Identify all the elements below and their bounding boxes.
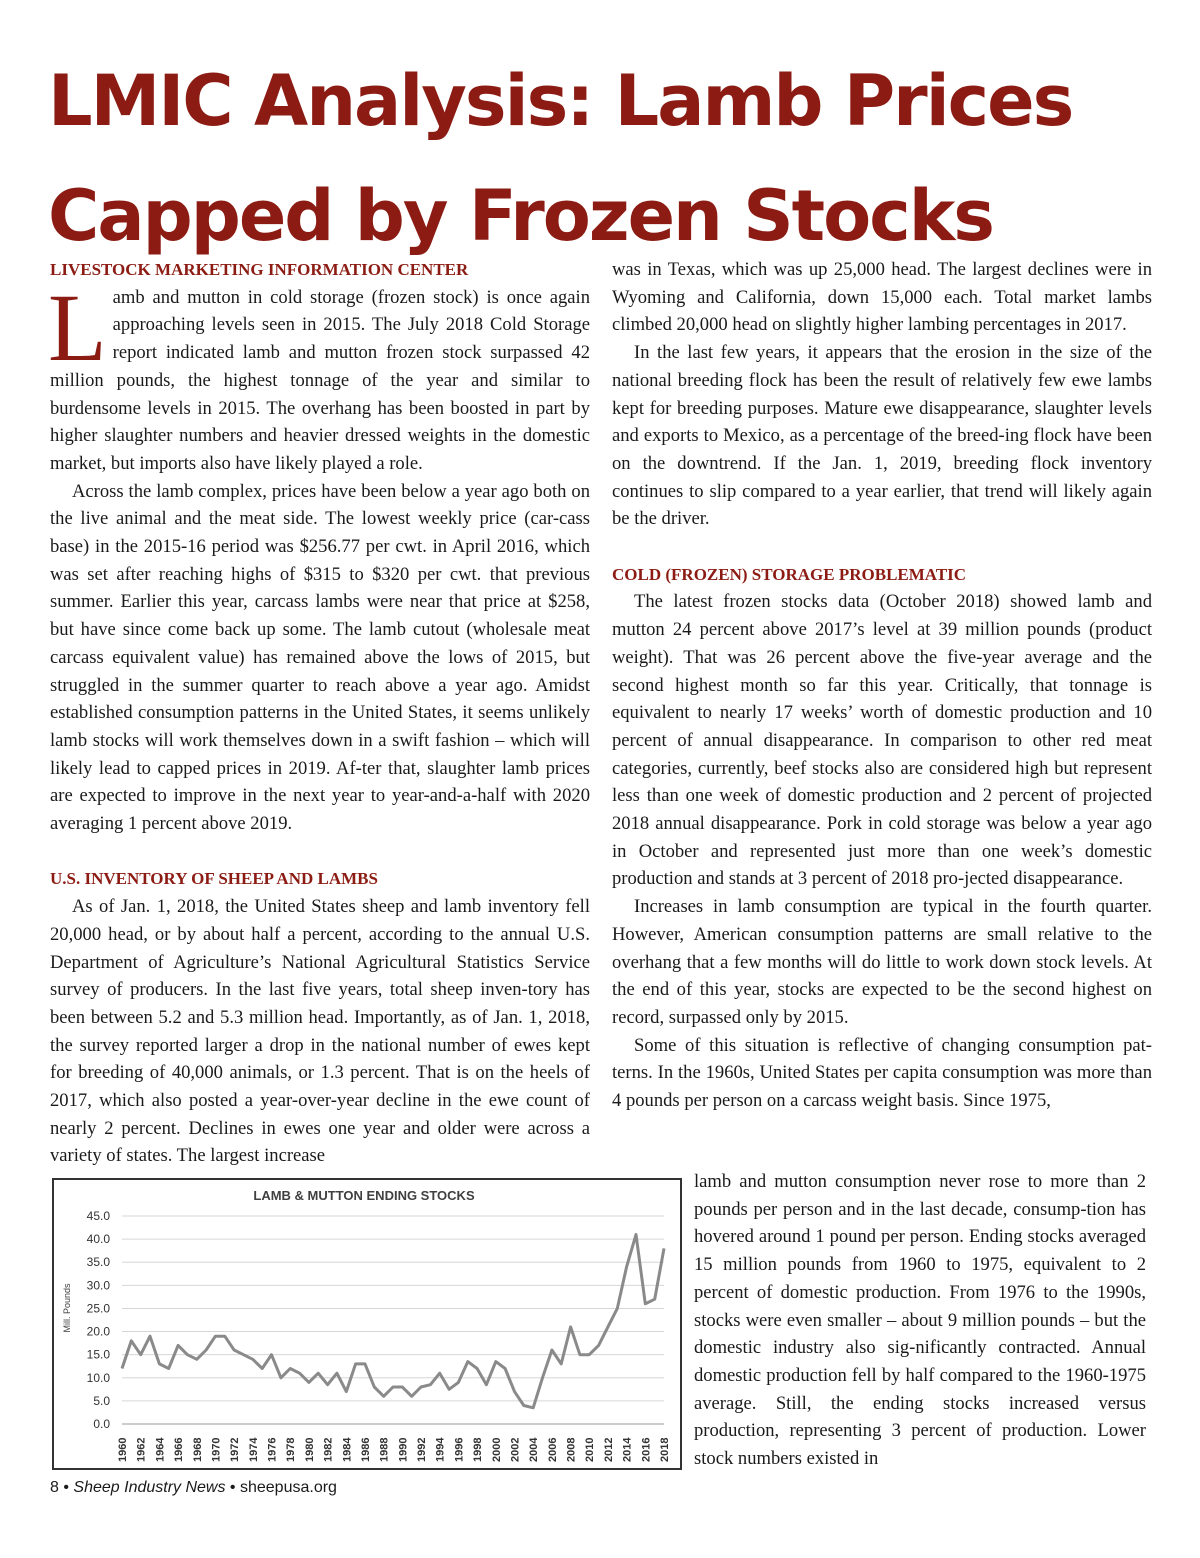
paragraph-patterns: Some of this situation is reflective of changing consumption pat-terns. In the 1960s, United States per capita consumption was more than 4 pounds per person on a carcass weight basis. Since 1975, [612,1034,1152,1112]
chart-x-tick-label: 1990 [397,1437,410,1462]
chart-y-tick-label: 25.0 [86,1301,110,1316]
drop-cap: L [48,273,107,381]
footer-separator: • [58,1479,74,1496]
title-line-1: LMIC Analysis: Lamb Prices [48,60,1073,142]
chart-x-tick-label: 1988 [378,1437,391,1462]
paragraph-breeding-flock: In the last few years, it appears that the erosion in the size of the national breeding flock has been the result of relatively few ewe lambs kept for breeding purposes. Mature ewe disappearance, slaughter levels and exports to Mexico, as a percentage of the breed-ing flock have been on the downtrend. If the Jan. 1, 2019, breeding flock inventory continues to slip compared to a year earlier, that trend will likely again be the driver. [612,342,1152,530]
title-line-2: Capped by Frozen Stocks [48,175,993,257]
paragraph-consumption: Increases in lamb consumption are typical in the fourth quarter. However, American consumption patterns are small relative to the overhang that a few months will do little to work down stock levels. At the end of this year, stocks are expected to be the second highest on record, surpassed only by 2015. [612,896,1152,1028]
page-footer [50,1479,337,1497]
chart-x-tick-label: 1970 [210,1437,223,1462]
chart-x-tick-label: 1980 [303,1437,316,1462]
section-heading-cold-storage: COLD (FROZEN) STORAGE PROBLEMATIC [612,564,967,584]
chart-x-tick-label: 2010 [584,1437,597,1462]
chart-x-ticks [117,1437,671,1462]
chart-x-tick-label: 1974 [247,1437,260,1462]
magazine-name: Sheep Industry News [73,1479,226,1496]
ending-stocks-line [122,1235,664,1408]
paragraph-frozen-stocks: The latest frozen stocks data (October 2018) showed lamb and mutton 24 percent above 2017’s level at 39 million pounds (product weight). That was 26 percent above the five-year average and the second highest month so far this year. Critically, that tonnage is equivalent to nearly 17 weeks’ worth of domestic production and 10 percent of annual disappearance. In comparison to other red meat categories, currently, beef stocks also are considered high but represent less than one week of domestic production and 2 percent of projected 2018 annual disappearance. Pork in cold storage was below a year ago in October and represented just more than one week’s domestic production and stands at 3 percent of 2018 pro-jected disappearance. [612,591,1152,890]
chart-x-tick-label: 1966 [173,1437,186,1462]
chart-x-tick-label: 1962 [135,1437,148,1462]
chart-y-tick-label: 30.0 [86,1278,110,1293]
paragraph-prices: Across the lamb complex, prices have been below a year ago both on the live animal and the meat side. The lowest weekly price (car-cass base) in the 2015-16 period was $256.77 per cwt. in April 2016, which was set after reaching highs of $315 to $320 per cwt. that previous summer. Earlier this year, carcass lambs were near that price at $258, but have since come back up some. The lamb cutout (wholesale meat carcass equivalent value) has remained above the lows of 2015, but struggled in the summer quarter to reach above a year ago. Amidst established consumption patterns in the United States, it seems unlikely lamb stocks will work themselves down in a swift fashion – which will likely lead to capped prices in 2019. Af-ter that, slaughter lamb prices are expected to improve in the next year to year-and-a-half with 2020 averaging 1 percent above 2019. [50,480,590,835]
chart-gridlines [122,1216,664,1424]
chart-x-tick-label: 2016 [640,1437,653,1462]
chart-x-tick-label: 2000 [490,1437,503,1462]
chart-x-tick-label: 1996 [453,1437,466,1462]
chart-svg [54,1180,680,1468]
paragraph-intro [48,273,590,478]
chart-x-tick-label: 2002 [509,1437,522,1462]
chart-x-tick-label: 2014 [621,1437,634,1462]
section-heading-inventory: U.S. INVENTORY OF SHEEP AND LAMBS [50,869,378,889]
chart-y-tick-label: 5.0 [93,1393,110,1408]
chart-series [122,1235,664,1408]
chart-y-tick-label: 20.0 [86,1324,110,1339]
chart-x-tick-label: 2006 [546,1437,559,1462]
chart-x-tick-label: 2018 [659,1437,671,1462]
chart-y-tick-label: 45.0 [86,1209,110,1223]
chart-y-tick-label: 35.0 [86,1255,110,1270]
chart-y-ticks [87,1209,111,1431]
chart-x-tick-label: 1998 [472,1437,485,1462]
chart-x-tick-label: 1968 [191,1437,204,1462]
paragraph-intro-text: amb and mutton in cold storage (frozen stock) is once again approaching levels seen in 2015. The July 2018 Cold Storage report indicated lamb and mutton frozen stock surpassed 42 million pounds, the highest tonnage of the year and similar to burdensome levels in 2015. The overhang has been boosted in part by higher slaughter numbers and heavier dressed weights in the domestic market, but imports also have likely played a role. [50,286,590,474]
right-column [612,256,1152,1115]
chart-y-tick-label: 10.0 [86,1370,110,1385]
chart-x-tick-label: 1984 [341,1437,354,1462]
footer-separator: • [225,1479,240,1496]
page-title [48,44,1168,274]
chart-x-tick-label: 1976 [266,1437,279,1462]
chart-x-tick-label: 1972 [229,1437,242,1462]
chart-y-tick-label: 0.0 [93,1417,110,1431]
chart-x-tick-label: 1964 [154,1437,167,1462]
chart-x-tick-label: 1960 [117,1437,129,1462]
footer-website: sheepusa.org [239,1479,337,1496]
paragraph-inventory: As of Jan. 1, 2018, the United States sheep and lamb inventory fell 20,000 head, or by about half a percent, according to the annual U.S. Department of Agriculture’s National Agricultural Statistics Service survey of producers. In the last five years, total sheep inven-tory has been between 5.2 and 5.3 million head. Importantly, as of Jan. 1, 2018, the survey reported larger a drop in the national number of ewes kept for breeding of 40,000 animals, or 1.3 percent. That is on the heels of 2017, which also posted a year-over-year decline in the ewe count of nearly 2 percent. Declines in ewes one year and older were across a variety of states. The largest increase [50,896,590,1167]
chart-y-tick-label: 15.0 [86,1347,110,1362]
paragraph-texas: was in Texas, which was up 25,000 head. The largest declines were in Wyoming and California, down 15,000 each. Total market lambs climbed 20,000 head on slightly higher lambing percentages in 2017. [612,259,1152,336]
chart-x-tick-label: 1992 [416,1437,429,1462]
chart-x-tick-label: 1978 [285,1437,298,1462]
ending-stocks-chart [52,1178,682,1470]
chart-y-axis-label: Mill. Pounds [62,1283,72,1333]
chart-x-tick-label: 1986 [359,1437,372,1462]
chart-y-tick-label: 40.0 [86,1232,110,1247]
paragraph-patterns-continued: lamb and mutton consumption never rose to more than 2 pounds per person and in the last decade, consump-tion has hovered around 1 pound per person. Ending stocks averaged 15 million pounds from 1960 to 1975, equivalent to 2 percent of domestic production. From 1976 to the 1990s, stocks were even smaller – about 9 million pounds – but the domestic industry also sig-nificantly contracted. Annual domestic production fell by half compared to the 1960-1975 average. Still, the ending stocks increased versus production, representing 3 percent of production. Lower stock numbers existed in [694,1171,1146,1470]
chart-x-tick-label: 2012 [602,1437,615,1462]
byline: LIVESTOCK MARKETING INFORMATION CENTER [50,260,469,279]
chart-x-tick-label: 2004 [528,1437,541,1462]
chart-x-tick-label: 1982 [322,1437,335,1462]
left-column [50,256,590,1170]
chart-x-tick-label: 2008 [565,1437,578,1462]
page-number: 8 [50,1479,59,1496]
chart-x-tick-label: 1994 [434,1437,447,1462]
chart-title: LAMB & MUTTON ENDING STOCKS [253,1188,475,1203]
